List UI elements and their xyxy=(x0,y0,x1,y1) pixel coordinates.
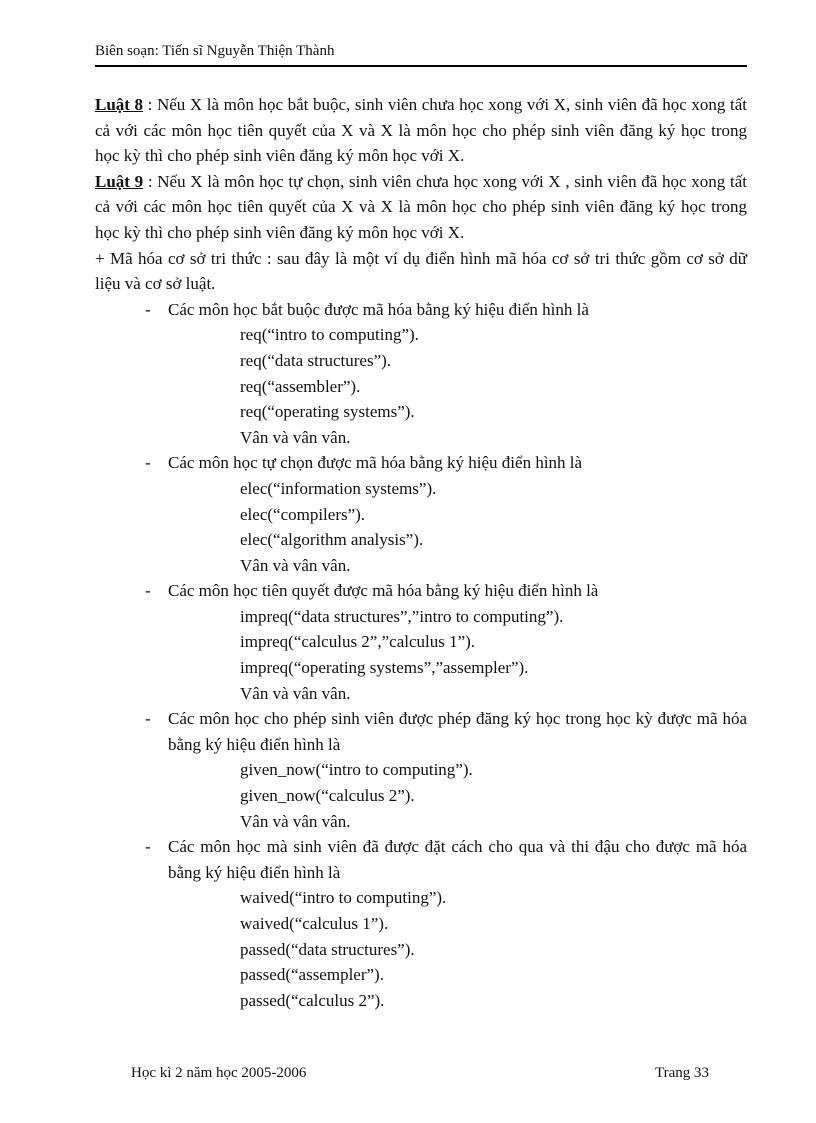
code-line: given_now(“calculus 2”). xyxy=(240,786,415,806)
code-line: elec(“algorithm analysis”). xyxy=(240,530,424,550)
bullet-section xyxy=(95,706,747,757)
section-heading: Các môn học mà sinh viên đã được đặt cách cho qua và thi đậu cho được mã hóa bằng ký hiệu điển hình là xyxy=(168,837,747,882)
code-line: elec(“compilers”). xyxy=(240,504,366,524)
document-body xyxy=(95,92,747,1013)
code-line: waived(“calculus 1”). xyxy=(240,914,389,933)
code-line: req(“intro to computing”). xyxy=(240,325,419,345)
code-line: passed(“assempler”). xyxy=(240,965,384,985)
page-header xyxy=(95,42,747,60)
section-heading: Các môn học tiên quyết được mã hóa bằng ký hiệu điển hình là xyxy=(168,581,599,601)
code-line: passed(“calculus 2”). xyxy=(240,990,385,1010)
code-line: given_now(“intro to computing”). xyxy=(240,760,473,780)
code-line: Vân và vân vân. xyxy=(240,811,351,831)
code-line: impreq(“calculus 2”,”calculus 1”). xyxy=(240,632,476,652)
rule-text: : Nếu X là môn học bắt buộc, sinh viên chưa học xong với X, sinh viên đã học xong tất cả với các môn học tiên quyết của X và X là môn học cho phép sinh viên đăng ký học trong học kỳ thì cho phép sinh viên đăng ký môn học với X. xyxy=(95,95,747,166)
bullet-section xyxy=(95,578,747,604)
code-line: req(“assembler”). xyxy=(240,376,361,396)
page-number: Trang 33 xyxy=(654,1065,709,1081)
rule-paragraph xyxy=(95,169,747,246)
section-heading: Các môn học cho phép sinh viên được phép đăng ký học trong học kỳ được mã hóa bằng ký hiệu điển hình là xyxy=(168,709,747,754)
bullet-marker: - xyxy=(145,453,151,473)
bullet-section xyxy=(95,297,747,323)
code-line: elec(“information systems”). xyxy=(240,478,437,498)
code-line: waived(“intro to computing”). xyxy=(240,888,447,908)
code-line: impreq(“data structures”,”intro to computing”). xyxy=(240,606,564,626)
bullet-section xyxy=(95,834,747,885)
code-line: impreq(“operating systems”,”assempler”). xyxy=(240,658,529,678)
rule-paragraph xyxy=(95,92,747,169)
section-heading: Các môn học bắt buộc được mã hóa bằng ký hiệu điển hình là xyxy=(168,299,589,319)
code-line: Vân và vân vân. xyxy=(240,427,351,447)
code-line: passed(“data structures”). xyxy=(240,939,415,959)
rule-text: : Nếu X là môn học tự chọn, sinh viên chưa học xong với X , sinh viên đã học xong tất cả với các môn học tiên quyết của X và X là môn học cho phép sinh viên đăng ký học trong học kỳ thì cho phép sinh viên đăng ký môn học với X. xyxy=(95,171,747,242)
bullet-marker: - xyxy=(145,709,151,729)
code-line: Vân và vân vân. xyxy=(240,683,351,703)
author-line: Biên soạn: Tiến sĩ Nguyễn Thiện Thành xyxy=(95,43,335,59)
page-footer xyxy=(131,1064,709,1082)
section-heading: Các môn học tự chọn được mã hóa bằng ký hiệu điển hình là xyxy=(168,453,583,473)
header-divider xyxy=(95,65,747,67)
intro-paragraph: + Mã hóa cơ sở tri thức : sau đây là một ví dụ điển hình mã hóa cơ sở tri thức gồm cơ sở dữ liệu và cơ sở luật. xyxy=(95,248,747,294)
bullet-section xyxy=(95,450,747,476)
rule-label: Luật 8 xyxy=(95,95,144,114)
code-line: Vân và vân vân. xyxy=(240,555,351,575)
code-line: req(“data structures”). xyxy=(240,350,392,370)
semester-label: Học kì 2 năm học 2005-2006 xyxy=(131,1065,307,1081)
bullet-marker: - xyxy=(145,581,151,601)
bullet-marker: - xyxy=(145,299,151,319)
rule-label: Luật 9 xyxy=(95,171,144,191)
code-line: req(“operating systems”). xyxy=(240,402,415,422)
bullet-marker: - xyxy=(145,837,151,857)
